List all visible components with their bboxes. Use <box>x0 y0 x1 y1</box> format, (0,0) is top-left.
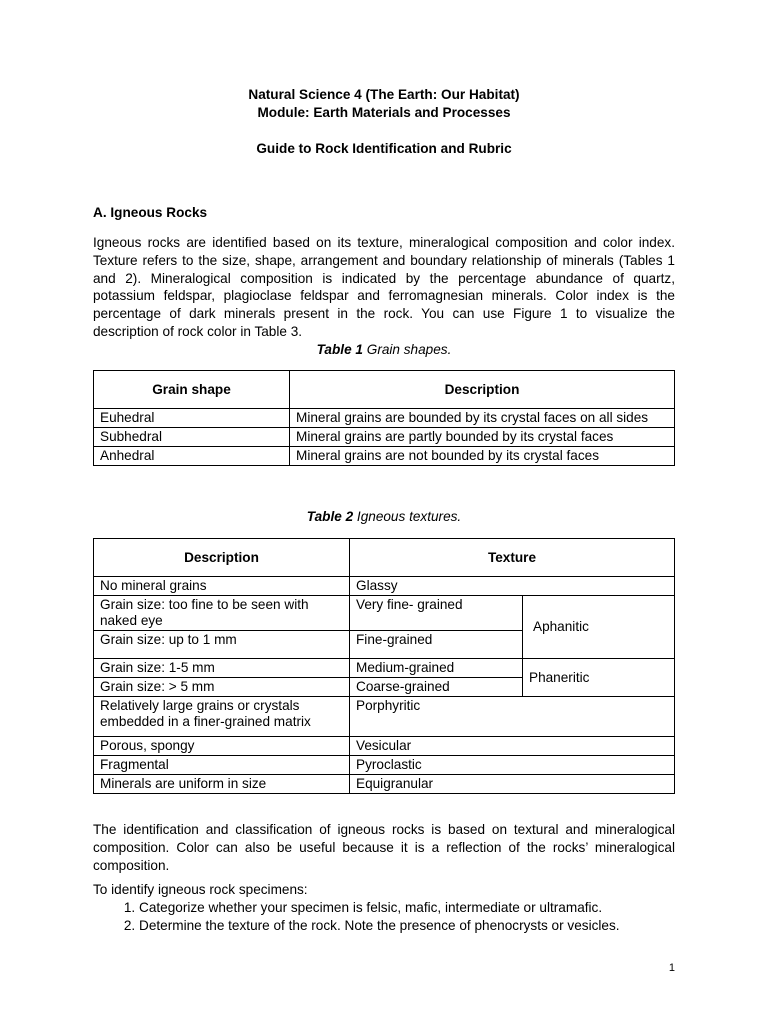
table2-cell: Grain size: up to 1 mm <box>94 631 350 659</box>
table1-cell: Mineral grains are bounded by its crystal faces on all sides <box>290 409 675 428</box>
table2-caption <box>93 509 675 524</box>
table2-cell: Very fine- grained <box>350 596 523 631</box>
table1-header-description: Description <box>290 371 675 409</box>
table2-cell: Relatively large grains or crystals embedded in a finer-grained matrix <box>94 697 350 737</box>
table1-caption-text: Grain shapes. <box>362 342 452 357</box>
section-title: A. Igneous Rocks <box>93 205 208 220</box>
table1-cell: Anhedral <box>94 447 290 466</box>
steps-intro: To identify igneous rock specimens: <box>93 882 308 897</box>
table2-cell: Medium-grained <box>350 659 523 678</box>
table-row <box>94 428 675 447</box>
guide-title: Guide to Rock Identification and Rubric <box>256 141 512 156</box>
table2-header-texture: Texture <box>350 539 675 577</box>
classification-paragraph: The identification and classification of igneous rocks is based on textural and mineralogical composition. Color can also be useful because it is a reflection of the rocks’ mineralogical composition. <box>93 822 675 873</box>
table1-cell: Euhedral <box>94 409 290 428</box>
table2-cell: Minerals are uniform in size <box>94 775 350 794</box>
list-item: 1. Categorize whether your specimen is felsic, mafic, intermediate or ultramafic. <box>139 899 675 917</box>
table2-cell: Glassy <box>350 577 675 596</box>
grain-shapes-table <box>93 370 675 466</box>
course-title: Natural Science 4 (The Earth: Our Habitat) <box>248 87 520 102</box>
table2-cell: Porphyritic <box>350 697 675 737</box>
table-row <box>94 447 675 466</box>
table2-cell: Coarse-grained <box>350 678 523 697</box>
table-row <box>94 756 675 775</box>
phaneritic-group: Phaneritic <box>523 659 675 697</box>
table-row <box>94 737 675 756</box>
table2-cell: Equigranular <box>350 775 675 794</box>
table-row <box>94 409 675 428</box>
intro-paragraph: Igneous rocks are identified based on its texture, mineralogical composition and color index. Texture refers to the size, shape, arrangement and boundary relationship of minerals (Tables 1 and 2). Mineralogical composition is indicated by the percentage abundance of quartz, potassium feldspar, plagioclase feldspar and ferromagnesian minerals. Color index is the percentage of dark minerals present in the rock. You can use Figure 1 to visualize the description of rock color in Table 3. <box>93 235 675 339</box>
table1-cell: Mineral grains are partly bounded by its crystal faces <box>290 428 675 447</box>
list-item: 2. Determine the texture of the rock. Note the presence of phenocrysts or vesicles. <box>139 917 675 935</box>
table1-caption-label: Table 1 <box>316 342 363 357</box>
table2-cell: Pyroclastic <box>350 756 675 775</box>
table1-caption <box>93 342 675 357</box>
table2-caption-text: Igneous textures. <box>353 509 462 524</box>
table2-cell: No mineral grains <box>94 577 350 596</box>
table2-cell: Porous, spongy <box>94 737 350 756</box>
steps-list <box>93 899 675 935</box>
table1-cell: Mineral grains are not bounded by its crystal faces <box>290 447 675 466</box>
table-row <box>94 577 675 596</box>
table2-header-description: Description <box>94 539 350 577</box>
table-row <box>94 697 675 737</box>
table1-cell: Subhedral <box>94 428 290 447</box>
table2-cell: Fragmental <box>94 756 350 775</box>
table2-cell: Grain size: too fine to be seen with naked eye <box>94 596 350 631</box>
table-row <box>94 659 675 678</box>
steps-block <box>93 881 675 934</box>
aphanitic-group: Aphanitic <box>523 596 675 659</box>
table2-cell: Grain size: 1-5 mm <box>94 659 350 678</box>
page-number: 1 <box>668 962 675 974</box>
module-title: Module: Earth Materials and Processes <box>257 105 511 120</box>
table-row <box>94 775 675 794</box>
table2-cell: Vesicular <box>350 737 675 756</box>
table2-cell: Fine-grained <box>350 631 523 659</box>
igneous-textures-table <box>93 538 675 794</box>
table1-header-grain-shape: Grain shape <box>94 371 290 409</box>
table2-caption-label: Table 2 <box>306 509 354 524</box>
table2-cell: Grain size: > 5 mm <box>94 678 350 697</box>
table-row <box>94 596 675 631</box>
